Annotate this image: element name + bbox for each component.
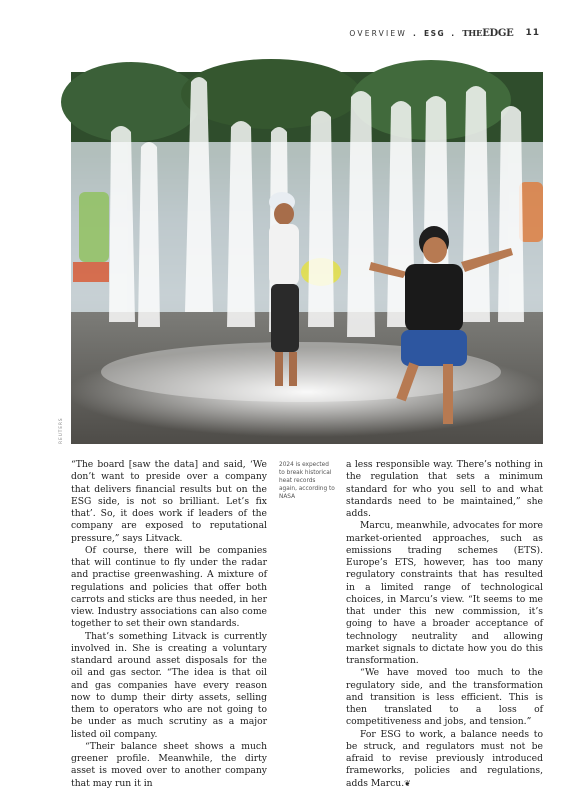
- separator-dot: .: [451, 28, 457, 38]
- article-column-1: [71, 459, 267, 790]
- brand-name: EDGE: [482, 27, 514, 39]
- page-number: 11: [525, 28, 540, 38]
- brand-the: THE: [462, 28, 483, 39]
- paragraph: “We have moved too much to the regulatory side, and the transformation and transition is less efficient. This is then translated to a loss of competitiveness and jobs, and tension.”: [346, 667, 543, 728]
- article-column-2: [346, 459, 543, 790]
- photo-caption: 2024 is expected to break historical heat records again, according to NASA: [279, 462, 335, 500]
- separator-dot: .: [412, 28, 419, 38]
- fountain-illustration: [71, 72, 543, 444]
- page-header: [349, 26, 540, 40]
- fountain-photo: [71, 72, 543, 444]
- photo-credit: REUTERS: [59, 417, 64, 444]
- section-label: OVERVIEW: [349, 28, 407, 38]
- topic-label: ESG: [424, 28, 446, 38]
- paragraph: [346, 729, 543, 790]
- paragraph: “The board [saw the data] and said, ‘We don’t want to preside over a company that delivers financial results but on the ESG side, is not so brilliant. Let’s fix that’. So, it does work if leaders of the company are exposed to reputational pressure,” says Litvack.: [71, 459, 267, 544]
- paragraph: That’s something Litvack is currently involved in. She is creating a voluntary standard around asset disposals for the oil and gas sector. “The idea is that oil and gas companies have every reason now to dump their dirty assets, selling them to operators who are not going to be under as much scrutiny as a major listed oil company.: [71, 630, 267, 740]
- paragraph: “Their balance sheet shows a much greener profile. Meanwhile, the dirty asset is moved over to another company that may run it in: [71, 740, 267, 789]
- end-mark-icon: ❦: [404, 778, 411, 788]
- brand-logo: [462, 28, 513, 39]
- paragraph: a less responsible way. There’s nothing in the regulation that sets a minimum standard for who you sell to and what standards need to be maintained,” she adds.: [346, 459, 543, 519]
- closing-text: For ESG to work, a balance needs to be struck, and regulators must not be afraid to revise previously introduced frameworks, policies and regulations, adds Marcu.: [346, 728, 543, 789]
- paragraph: Marcu, meanwhile, advocates for more market-oriented approaches, such as emissions trading schemes (ETS). Europe’s ETS, however, has too many regulatory constraints that has resulted in a limited range of technological choices, in Marcu’s view. “It seems to me that under this new commission, it’s going to have a broader acceptance of technology neutrality and allowing market signals to dictate how you do this transformation.: [346, 520, 543, 666]
- paragraph: Of course, there will be companies that will continue to fly under the radar and practise greenwashing. A mixture of regulations and policies that offer both carrots and sticks are thus needed, in her view. Industry associations can also come together to set their own standards.: [71, 544, 267, 630]
